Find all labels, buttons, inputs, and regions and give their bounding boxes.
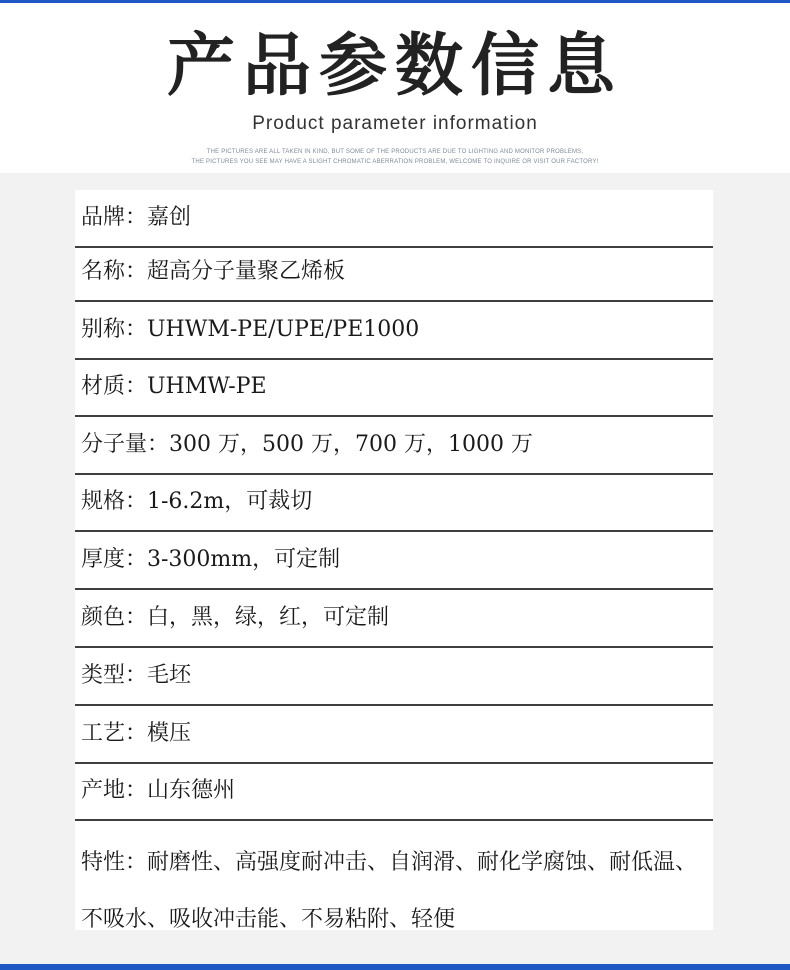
spec-text: 品牌：嘉创 — [81, 205, 192, 230]
spec-row-size — [75, 474, 713, 532]
header — [0, 3, 790, 173]
spec-text: 类型：毛坯 — [81, 663, 192, 688]
spec-row-type — [75, 648, 713, 706]
spec-text: 特性：耐磨性、高强度耐冲击、自润滑、耐化学腐蚀、耐低温、不吸水、吸收冲击能、不易粘附、轻便 — [81, 850, 698, 932]
spec-row-origin — [75, 763, 713, 821]
spec-text: 厚度：3-300mm，可定制 — [81, 547, 341, 572]
page-subtitle: Product parameter information — [252, 113, 538, 134]
spec-row-material — [75, 359, 713, 417]
spec-text: 产地：山东德州 — [81, 778, 236, 803]
spec-text: 别称：UHWM-PE/UPE/PE1000 — [81, 317, 420, 342]
spec-row-molecular-weight — [75, 417, 713, 475]
spec-text: 工艺：模压 — [81, 721, 192, 746]
spec-text: 材质：UHMW-PE — [81, 374, 267, 399]
spec-text: 分子量：300 万，500 万，700 万，1000 万 — [81, 432, 533, 457]
spec-row-brand — [75, 190, 713, 248]
spec-table — [75, 190, 713, 930]
bottom-accent-bar — [0, 964, 790, 970]
disclaimer-line-1: THE PICTURES ARE ALL TAKEN IN KIND, BUT SOME OF THE PRODUCTS ARE DUE TO LIGHTING AND MONITOR PROBLEMS, — [206, 149, 584, 155]
spec-row-name — [75, 244, 713, 302]
spec-text: 颜色：白，黑，绿，红，可定制 — [81, 605, 390, 630]
spec-row-alias — [75, 302, 713, 360]
disclaimer-line-2: THE PICTURES YOU SEE MAY HAVE A SLIGHT CHROMATIC ABERRATION PROBLEM, WELCOME TO INQUIRE OR VISIT OUR FACTORY! — [191, 159, 599, 165]
spec-row-thickness — [75, 532, 713, 590]
spec-row-features — [75, 821, 713, 933]
page-title: 产品参数信息 — [166, 27, 623, 106]
spec-row-process — [75, 706, 713, 764]
spec-text: 规格：1-6.2m，可裁切 — [81, 489, 313, 514]
spec-text: 名称：超高分子量聚乙烯板 — [81, 259, 346, 284]
spec-row-color — [75, 590, 713, 648]
